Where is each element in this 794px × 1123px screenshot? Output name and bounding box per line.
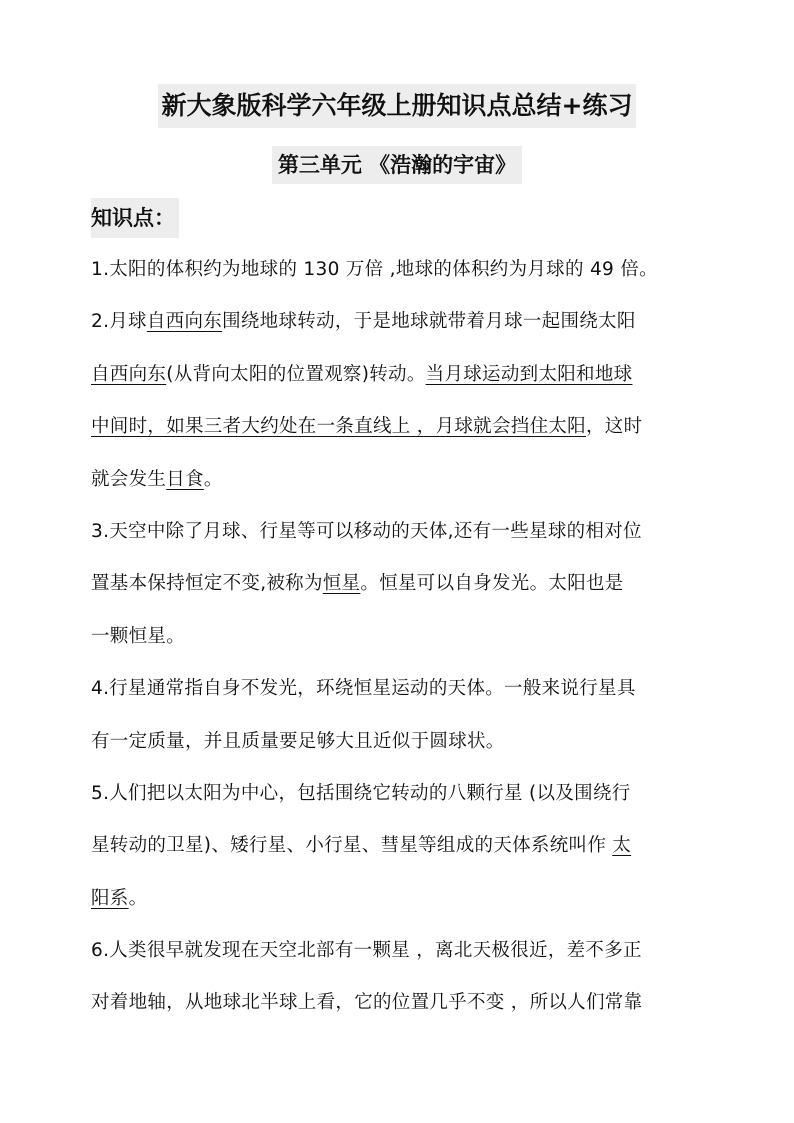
text-line (91, 349, 706, 401)
text-line (91, 716, 706, 768)
underlined-key-term: 自西向东 (146, 311, 223, 333)
text-segment: 围绕地球转动，于是地球就带着月球一起围绕太阳 (222, 311, 636, 333)
text-line (91, 820, 706, 872)
text-line (91, 768, 706, 820)
section-heading: 知识点： (91, 198, 179, 238)
text-segment: 。 (203, 468, 223, 490)
underlined-key-term: 太 (612, 835, 632, 857)
text-segment: 2.月球 (91, 311, 147, 333)
text-segment: 星转动的卫星)、矮行星、小行星、彗星等组成的天体系统叫作 (91, 835, 613, 857)
unit-title: 第三单元 《浩瀚的宇宙》 (272, 146, 522, 184)
text-line (91, 558, 706, 610)
text-line (91, 454, 706, 506)
text-line (91, 401, 706, 453)
text-segment: 4.行星通常指自身不发光，环绕恒星运动的天体。一般来说行星具 (91, 678, 636, 700)
subtitle-container (0, 146, 794, 184)
text-segment: ，这时 (585, 416, 643, 438)
text-line (91, 506, 706, 558)
underlined-key-term: 中间时，如果三者大约处在一条直线上 ，月球就会挡住太阳 (91, 416, 586, 438)
text-segment: 3.天空中除了月球、行星等可以移动的天体,还有一些星球的相对位 (91, 520, 642, 542)
underlined-key-term: 当月球运动到太阳和地球 (425, 363, 633, 385)
title-container (0, 84, 794, 128)
text-line (91, 663, 706, 715)
text-line (91, 977, 706, 1029)
text-line (91, 244, 706, 296)
underlined-key-term: 阳系 (91, 887, 129, 909)
text-segment: 就会发生 (91, 468, 167, 490)
text-line (91, 925, 706, 977)
text-segment: 5.人们把以太阳为中心，包括围绕它转动的八颗行星 (以及围绕行 (91, 782, 631, 804)
text-segment: 一颗恒星。 (91, 625, 186, 647)
text-segment: 。恒星可以自身发光。太阳也是 (360, 573, 624, 595)
text-segment: (从背向太阳的位置观察)转动。 (166, 363, 426, 385)
document-title: 新大象版科学六年级上册知识点总结+练习 (158, 84, 637, 128)
text-segment: 有一定质量，并且质量要足够大且近似于圆球状。 (91, 730, 505, 752)
text-segment: 6.人类很早就发现在天空北部有一颗星 ，离北天极很近，差不多正 (91, 940, 642, 962)
text-line (91, 873, 706, 925)
knowledge-points-body (91, 244, 706, 1030)
underlined-key-term: 自西向东 (91, 363, 167, 385)
text-line (91, 296, 706, 348)
text-segment: 。 (128, 887, 148, 909)
underlined-key-term: 恒星 (322, 573, 361, 595)
text-line (91, 611, 706, 663)
underlined-key-term: 日食 (166, 468, 204, 490)
text-segment: 对着地轴，从地球北半球上看，它的位置几乎不变 ，所以人们常靠 (91, 992, 643, 1014)
text-segment: 置基本保持恒定不变,被称为 (91, 573, 323, 595)
text-segment: 1.太阳的体积约为地球的 130 万倍 ,地球的体积约为月球的 49 倍。 (91, 259, 658, 280)
